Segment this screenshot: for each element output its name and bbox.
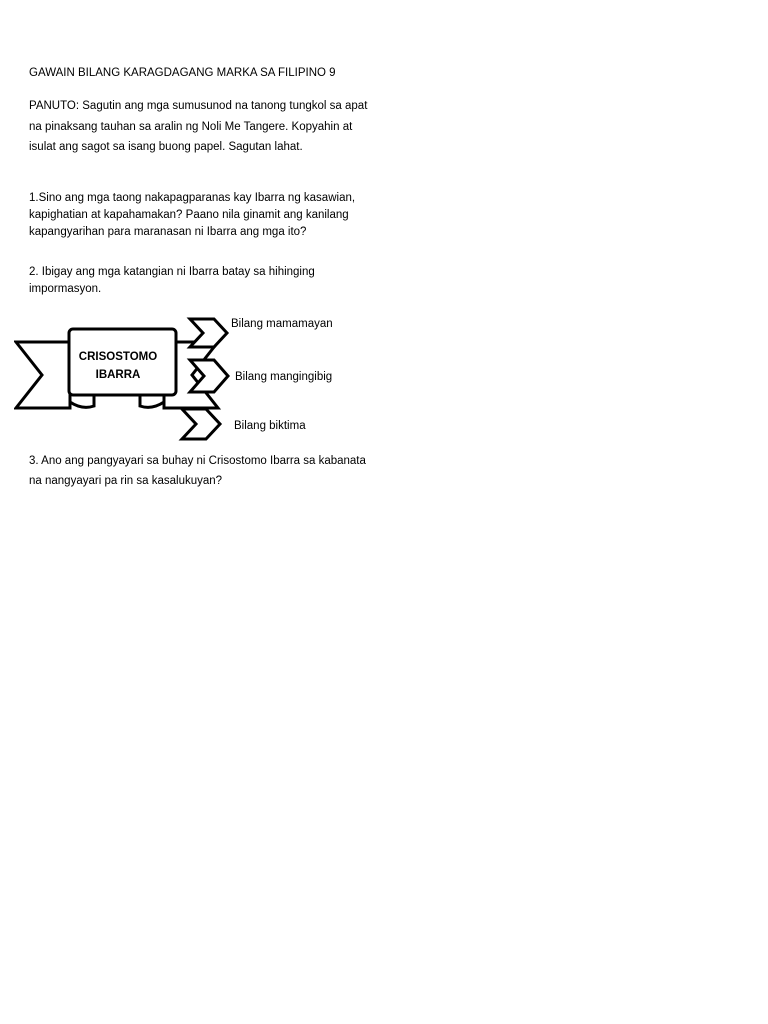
worksheet-title: GAWAIN BILANG KARAGDAGANG MARKA SA FILIPINO 9 (29, 67, 336, 79)
chevron-arrow-2 (190, 360, 228, 392)
banner-label-line-1: CRISOSTOMO (78, 351, 158, 363)
banner-left-tail (16, 342, 70, 408)
chevron-arrow-3 (182, 409, 220, 439)
question-2: 2. Ibigay ang mga katangian ni Ibarra batay sa hihinging impormasyon. (29, 266, 315, 295)
branch-label-biktima: Bilang biktima (234, 420, 306, 432)
chevron-arrow-1 (190, 319, 227, 347)
instructions-paragraph: PANUTO: Sagutin ang mga sumusunod na tanong tungkol sa apat na pinaksang tauhan sa aralin ng Noli Me Tangere. Kopyahin at isulat ang sagot sa isang buong papel. Sagutan lahat. (29, 100, 368, 153)
banner-label-line-2: IBARRA (95, 369, 141, 381)
question-1: 1.Sino ang mga taong nakapagparanas kay Ibarra ng kasawian, kapighatian at kapahamakan? Paano nila ginamit ang kanilang kapangyarihan para maranasan ni Ibarra ang mga ito? (29, 192, 356, 238)
banner-label (70, 348, 166, 384)
question-3: 3. Ano ang pangyayari sa buhay ni Crisostomo Ibarra sa kabanata na nangyayari pa rin sa kasalukuyan? (29, 455, 366, 487)
branch-label-mangingibig: Bilang mangingibig (235, 371, 333, 383)
character-diagram (14, 314, 374, 444)
branch-label-mamamayan: Bilang mamamayan (231, 318, 333, 330)
